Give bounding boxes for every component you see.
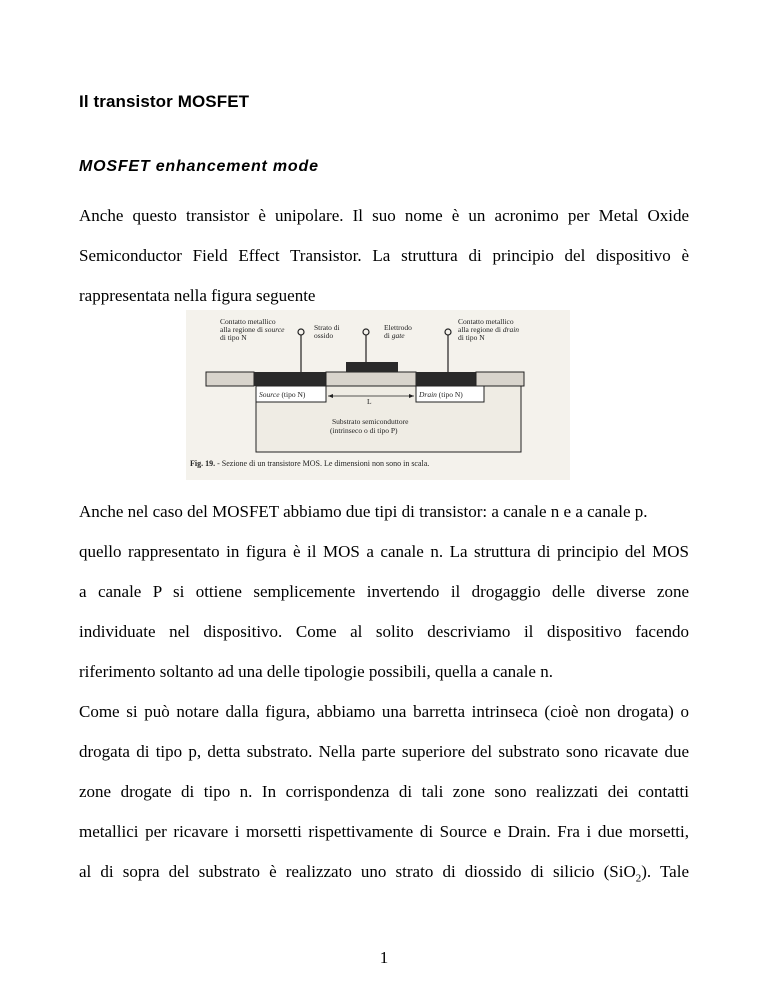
page-number: 1 (379, 948, 389, 967)
label-source-contact: alla regione di source (220, 325, 285, 334)
right-oxide-block (476, 372, 524, 386)
drain-metal-contact (416, 372, 476, 386)
drain-terminal-icon (445, 329, 451, 335)
label-substrate: (intrinseco o di tipo P) (330, 426, 398, 435)
page-title: Il transistor MOSFET (79, 92, 250, 111)
mosfet-diagram (186, 310, 570, 480)
label-source-contact: di tipo N (220, 333, 247, 342)
label-oxide: ossido (314, 331, 334, 340)
text-line: Come si può notare dalla figura, abbiamo una barretta intrinseca (cioè non drogata) o (79, 702, 689, 721)
text-line: Anche questo transistor è unipolare. Il suo nome è un acronimo per Metal Oxide (79, 206, 689, 225)
text-line: zone drogate di tipo n. In corrispondenza di tali zone sono realizzati dei contatti (79, 782, 689, 801)
text-line: metallici per ricavare i morsetti rispettivamente di Source e Drain. Fra i due morsetti, (79, 822, 689, 841)
left-oxide-block (206, 372, 254, 386)
text-line: drogata di tipo p, detta substrato. Nella parte superiore del substrato sono ricavate due (79, 742, 689, 761)
text-line: a canale P si ottiene semplicemente invertendo il drogaggio delle diverse zone (79, 582, 689, 601)
label-length: L (367, 397, 372, 406)
label-gate: di gate (384, 331, 405, 340)
section-heading: MOSFET enhancement mode (79, 158, 319, 175)
label-gate: Elettrodo (384, 323, 412, 332)
figure-caption: Fig. 19. - Sezione di un transistore MOS. Le dimensioni non sono in scala. (190, 459, 430, 468)
text-line: rappresentata nella figura seguente (79, 286, 316, 305)
label-substrate: Substrato semiconduttore (332, 417, 409, 426)
label-drain-contact: Contatto metallico (458, 317, 514, 326)
text-line: Anche nel caso del MOSFET abbiamo due tipi di transistor: a canale n e a canale p. (79, 502, 648, 521)
label-drain-contact: alla regione di drain (458, 325, 520, 334)
label-drain-contact: di tipo N (458, 333, 485, 342)
text-line: Semiconductor Field Effect Transistor. La struttura di principio del dispositivo è (79, 246, 689, 265)
paragraph-intro (79, 196, 689, 316)
text-line: al di sopra del substrato è realizzato uno strato di diossido di silicio (SiO$_2$). Tale (79, 862, 689, 885)
gate-terminal-icon (363, 329, 369, 335)
source-metal-contact (254, 372, 326, 386)
label-drain-region: Drain (tipo N) (419, 390, 463, 399)
text-line: individuate nel dispositivo. Come al solito descriviamo il dispositivo facendo (79, 622, 689, 641)
label-source-contact: Contatto metallico (220, 317, 276, 326)
text-line: quello rappresentato in figura è il MOS a canale n. La struttura di principio del MOS (79, 542, 689, 561)
label-source-region: Source (tipo N) (259, 390, 306, 399)
paragraph-structure (79, 692, 689, 892)
source-terminal-icon (298, 329, 304, 335)
mosfet-cross-section-figure (186, 310, 570, 480)
paragraph-channel-types (79, 492, 689, 692)
label-oxide: Strato di (314, 323, 340, 332)
gate-oxide-layer (326, 372, 416, 386)
gate-electrode (346, 362, 398, 372)
text-line: riferimento soltanto ad una delle tipologie possibili, quella a canale n. (79, 662, 553, 681)
